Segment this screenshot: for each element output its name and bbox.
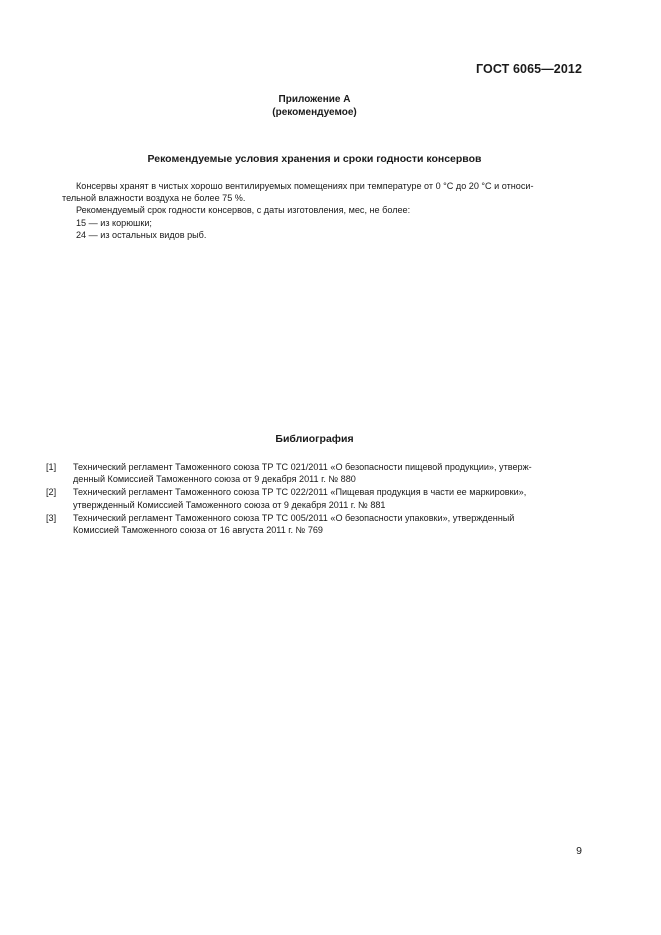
bibliography-entry-line: денный Комиссией Таможенного союза от 9 декабря 2011 г. № 880 [73,474,356,485]
bibliography-entry-line: утвержденный Комиссией Таможенного союза от 9 декабря 2011 г. № 881 [73,499,386,510]
bibliography-title: Библиография [275,433,354,445]
bibliography-entry-number: [1] [46,462,57,472]
storage-paragraph-line2: тельной влажности воздуха не более 75 %. [62,193,246,204]
bibliography-entry [46,461,583,485]
section-title: Рекомендуемые условия хранения и сроки годности консервов [147,153,482,165]
bibliography-entry [46,486,583,510]
bibliography-entry-text [73,512,583,536]
shelf-life-item: 15 — из корюшки; [76,217,152,228]
bibliography-entry-number: [3] [46,512,57,523]
shelf-life-intro: Рекомендуемый срок годности консервов, с даты изготовления, мес, не более: [76,205,411,216]
bibliography-list [46,461,583,537]
bibliography-entry-text [73,461,583,485]
shelf-life-item: 24 — из остальных видов рыб. [76,229,207,240]
bibliography-entry-line: Технический регламент Таможенного союза ТР ТС 022/2011 «Пищевая продукция в части ее маркировки», [73,487,527,498]
appendix-status: (рекомендуемое) [272,106,357,118]
appendix-title: Приложение А [278,94,351,105]
storage-paragraph-line1: Консервы хранят в чистых хорошо вентилируемых помещениях при температуре от 0 °С до 20 °С и относи- [76,181,534,191]
standard-code: ГОСТ 6065—2012 [476,62,582,76]
page-number: 9 [576,845,582,857]
section-body [62,180,582,241]
appendix-heading [0,94,629,119]
bibliography-entry-line: Комиссией Таможенного союза от 16 августа 2011 г. № 769 [73,525,323,536]
bibliography-entry-line: Технический регламент Таможенного союза ТР ТС 021/2011 «О безопасности пищевой продукции», утверж- [73,462,532,472]
bibliography-entry [46,512,583,536]
bibliography-entry-text [73,486,583,510]
bibliography-entry-number: [2] [46,487,57,498]
bibliography-entry-line: Технический регламент Таможенного союза ТР ТС 005/2011 «О безопасности упаковки», утвержденный [73,512,515,523]
